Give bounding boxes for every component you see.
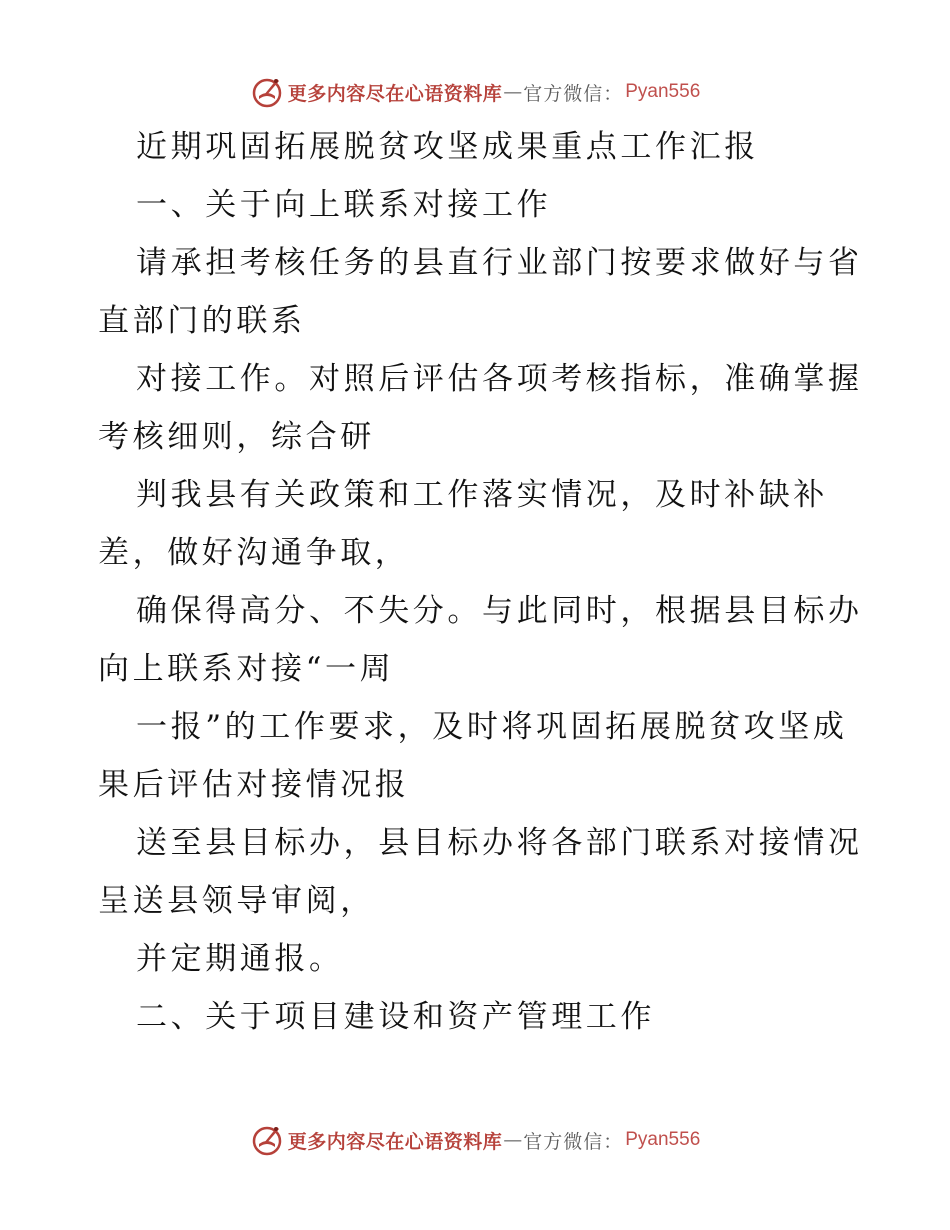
wechat-label: 官方微信： bbox=[523, 82, 624, 105]
paragraph-line: 呈送县领导审阅， bbox=[98, 883, 375, 919]
paragraph-line: 对接工作。对照后评估各项考核指标，准确掌握 bbox=[136, 361, 863, 397]
paragraph-line: 判我县有关政策和工作落实情况，及时补缺补 bbox=[136, 477, 828, 513]
document-body bbox=[98, 118, 863, 1046]
wechat-handle: Pyan556 bbox=[625, 1129, 701, 1150]
book-quill-logo-icon bbox=[250, 1123, 284, 1157]
banner-separator: — bbox=[503, 81, 523, 103]
brand-text: 更多内容尽在心语资料库 bbox=[287, 82, 503, 105]
brand-text: 更多内容尽在心语资料库 bbox=[287, 1130, 503, 1153]
paragraph-line: 请承担考核任务的县直行业部门按要求做好与省 bbox=[136, 245, 863, 281]
paragraph-line: 直部门的联系 bbox=[98, 303, 306, 339]
header-banner bbox=[0, 72, 950, 112]
wechat-handle: Pyan556 bbox=[625, 81, 701, 102]
paragraph-line: 确保得高分、不失分。与此同时，根据县目标办 bbox=[136, 593, 863, 629]
book-quill-logo-icon bbox=[250, 75, 284, 109]
document-title: 近期巩固拓展脱贫攻坚成果重点工作汇报 bbox=[136, 129, 759, 165]
paragraph-line: 向上联系对接“一周 bbox=[98, 651, 395, 687]
paragraph-line: 果后评估对接情况报 bbox=[98, 767, 410, 803]
wechat-label: 官方微信： bbox=[523, 1130, 624, 1153]
paragraph-line: 差，做好沟通争取， bbox=[98, 535, 410, 571]
section-heading-2: 二、关于项目建设和资产管理工作 bbox=[136, 999, 655, 1035]
footer-banner bbox=[0, 1120, 950, 1160]
paragraph-line: 送至县目标办，县目标办将各部门联系对接情况 bbox=[136, 825, 863, 861]
paragraph-line: 一报”的工作要求，及时将巩固拓展脱贫攻坚成 bbox=[136, 709, 848, 745]
paragraph-line: 考核细则，综合研 bbox=[98, 419, 375, 455]
paragraph-line: 并定期通报。 bbox=[136, 941, 344, 977]
banner-separator: — bbox=[503, 1129, 523, 1151]
section-heading-1: 一、关于向上联系对接工作 bbox=[136, 187, 552, 223]
